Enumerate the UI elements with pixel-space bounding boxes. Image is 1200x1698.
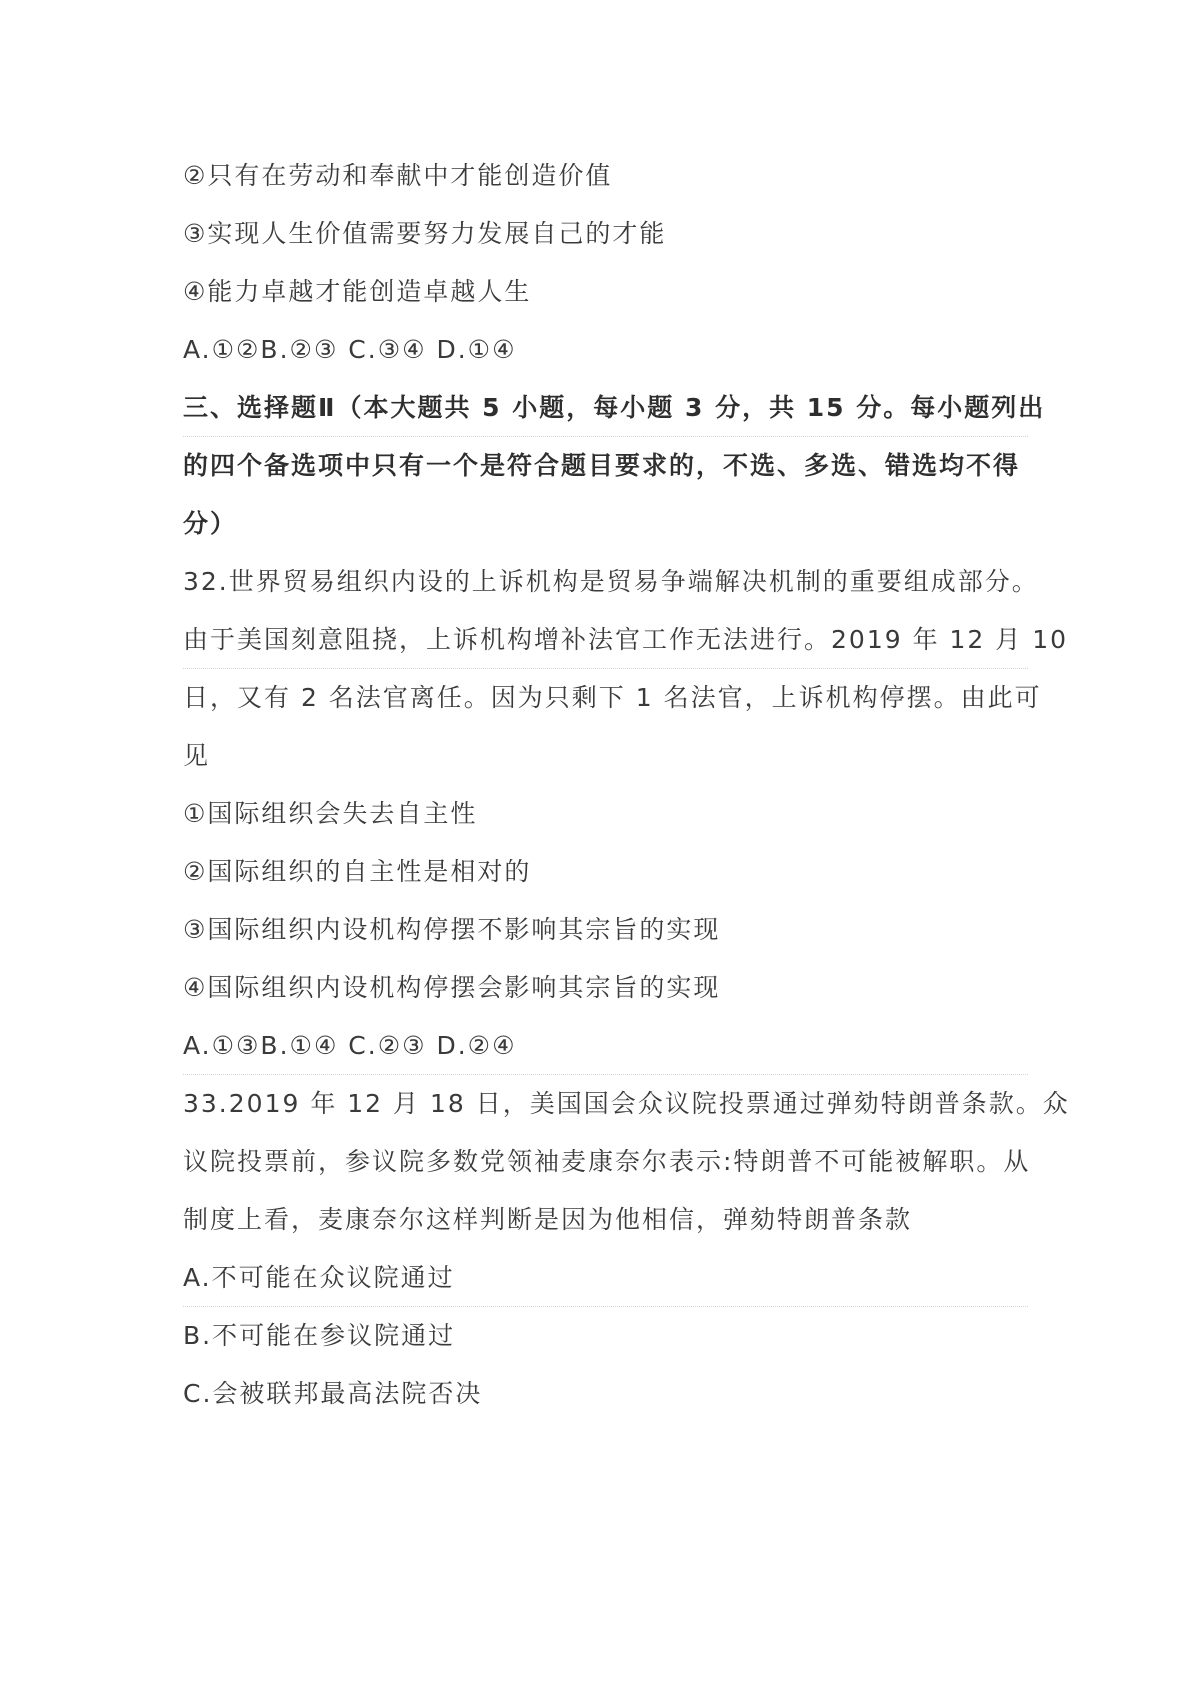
question-32-line-3: 日，又有 2 名法官离任。因为只剩下 1 名法官，上诉机构停摆。由此可 <box>183 683 1042 712</box>
answer-choices-line: A.①③B.①④ C.②③ D.②④ <box>183 1031 517 1060</box>
question-33-line-1: 33.2019 年 12 月 18 日，美国国会众议院投票通过弹劾特朗普条款。众 <box>183 1089 1070 1118</box>
section-heading-line-2: 的四个备选项中只有一个是符合题目要求的，不选、多选、错选均不得 <box>183 451 1021 480</box>
dotted-divider <box>183 436 1028 437</box>
option-4-line: ④能力卓越才能创造卓越人生 <box>183 277 532 306</box>
section-heading-line-3: 分） <box>183 509 238 538</box>
option-4-line: ④国际组织内设机构停摆会影响其宗旨的实现 <box>183 973 721 1002</box>
question-32-line-2: 由于美国刻意阻挠，上诉机构增补法官工作无法进行。2019 年 12 月 10 <box>183 625 1069 654</box>
dotted-divider <box>183 1074 1028 1075</box>
option-3-line: ③国际组织内设机构停摆不影响其宗旨的实现 <box>183 915 721 944</box>
answer-choices-line: A.①②B.②③ C.③④ D.①④ <box>183 335 517 364</box>
question-33-line-3: 制度上看，麦康奈尔这样判断是因为他相信，弹劾特朗普条款 <box>183 1205 913 1234</box>
option-2-line: ②国际组织的自主性是相对的 <box>183 857 532 886</box>
option-3-line: ③实现人生价值需要努力发展自己的才能 <box>183 219 667 248</box>
section-heading-line-1: 三、选择题Ⅱ（本大题共 5 小题，每小题 3 分，共 15 分。每小题列出 <box>183 393 1046 422</box>
question-33-line-2: 议院投票前，参议院多数党领袖麦康奈尔表示:特朗普不可能被解职。从 <box>183 1147 1031 1176</box>
answer-option-b: B.不可能在参议院通过 <box>183 1321 456 1350</box>
question-32-line-1: 32.世界贸易组织内设的上诉机构是贸易争端解决机制的重要组成部分。 <box>183 567 1039 596</box>
option-1-line: ①国际组织会失去自主性 <box>183 799 478 828</box>
answer-option-c: C.会被联邦最高法院否决 <box>183 1379 483 1408</box>
answer-option-a: A.不可能在众议院通过 <box>183 1263 455 1292</box>
dotted-divider <box>183 668 1028 669</box>
dotted-divider <box>183 1306 1028 1307</box>
option-2-line: ②只有在劳动和奉献中才能创造价值 <box>183 161 613 190</box>
question-32-line-4: 见 <box>183 741 211 770</box>
